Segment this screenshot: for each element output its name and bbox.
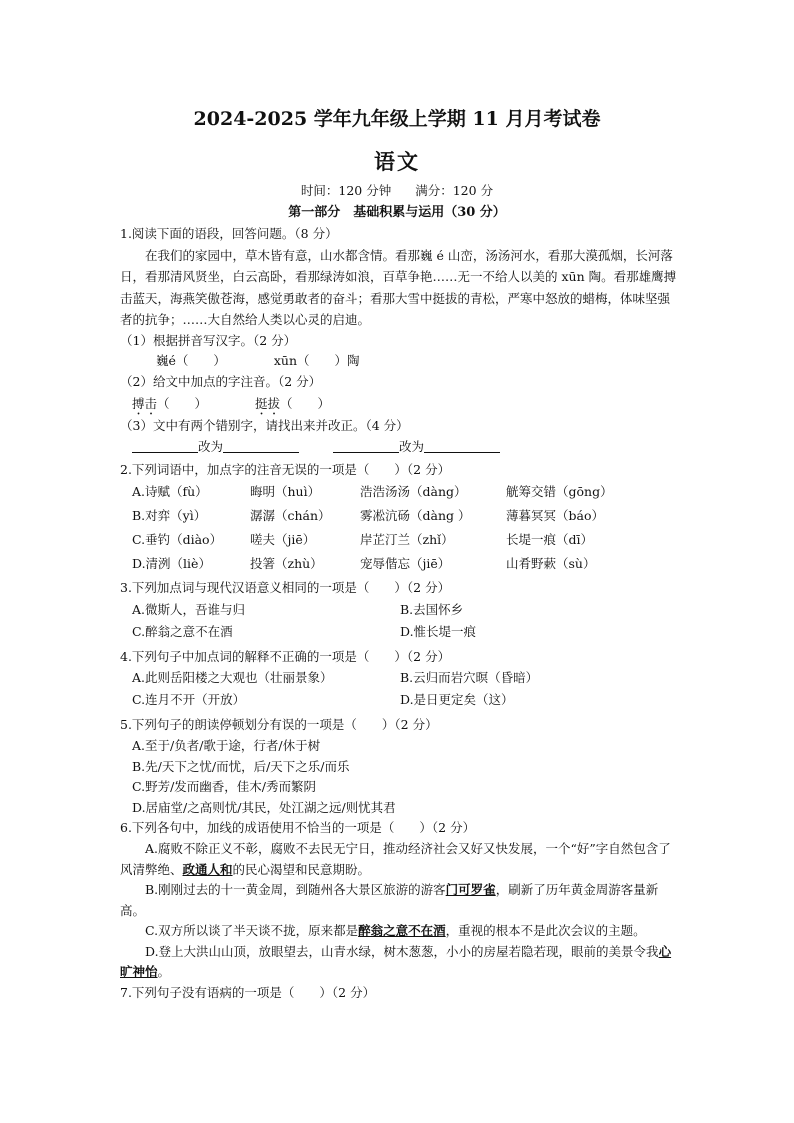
q5-option-c: C.野芳/发而幽香，佳木/秀而繁阴 [132, 779, 317, 795]
answer-blank[interactable] [132, 438, 198, 453]
q5-option-d: D.居庙堂/之高则忧/其民，处江湖之远/则忧其君 [132, 799, 396, 815]
question-content [120, 224, 680, 1004]
q1-sub2-blank1: （ ） [157, 396, 208, 412]
q6-b-text: B.刚刚过去的十一黄金周，到随州各大景区旅游的游客 [145, 882, 446, 898]
q6-option-d [120, 942, 680, 983]
q1-sub2-word2: 挺拔 [255, 396, 281, 412]
q3-stem: 3.下列加点词与现代汉语意义相同的一项是（ ）（2 分） [120, 580, 451, 596]
q2-cell: 薄暮冥冥（báo） [506, 508, 604, 524]
q2-cell: 浩浩汤汤（dàng） [360, 484, 467, 500]
q1-stem: 1.阅读下面的语段，回答问题。（8 分） [120, 226, 338, 241]
q3-options-row2 [120, 621, 680, 643]
q6-option-b [120, 880, 680, 921]
q3-option-b: B.去国怀乡 [400, 601, 464, 617]
answer-blank[interactable] [424, 438, 500, 453]
q5-stem: 5.下列句子的朗读停顿划分有误的一项是（ ）（2 分） [120, 717, 438, 733]
exam-meta [0, 181, 794, 199]
q6-c-text-end: ，重视的根本不是此次会议的主题。 [445, 923, 646, 939]
q6-b-text-end: ，刷新了历年黄金周游客量新高。 [120, 882, 659, 918]
q2-stem: 2.下列词语中，加点字的注音无误的一项是（ ）（2 分） [120, 461, 451, 477]
q1-sub3: （3）文中有两个错别字，请找出来并改正。（4 分） [120, 418, 409, 434]
q2-cell: B.对弈（yì） [132, 508, 207, 524]
q3-option-a: A.微斯人，吾谁与归 [132, 601, 246, 617]
q4-option-a: A.此则岳阳楼之大观也（壮丽景象） [132, 670, 333, 686]
q1-sub1-item2: xūn（ ）陶 [273, 353, 360, 369]
subject-title: 语文 [374, 149, 420, 174]
q1-sub2: （2）给文中加点的字注音。（2 分） [120, 373, 322, 389]
q6-option-a [120, 839, 680, 880]
q6-d-idiom: 心旷神怡 [120, 943, 672, 980]
q3-option-d: D.惟长堤一痕 [400, 623, 477, 639]
q4-option-c: C.连月不开（开放） [132, 692, 246, 708]
q3-options-row1 [120, 599, 680, 621]
q1-sub2-blank2: （ ） [280, 396, 331, 412]
q2-cell: 晦明（huì） [250, 484, 321, 500]
q1-sub2-word1: 搏击 [132, 396, 158, 412]
exam-time: 时间：120 分钟 [300, 183, 392, 198]
q2-cell: 嗟夫（jiē） [250, 532, 316, 548]
q1-passage: 在我们的家园中，草木皆有意，山水都含情。看那巍 é 山峦，汤汤河水，看那大漠孤烟，长河落日，看那清风贤坐，白云高卧，看那绿涛如浪，百草争艳……无一不给人以美的 xūn 陶。看那雄鹰搏击蓝天，海燕笑傲苍海，感觉勇敢者的奋斗；看那大雪中挺拔的青松，严寒中怒放的蜡梅，体味坚强者的抗争；……大自然给人类以心灵的启迪。 [120, 247, 677, 328]
q6-d-text: D.登上大洪山山顶，放眼望去，山青水绿，树木葱葱，小小的房屋若隐若现，眼前的美景令我 [145, 943, 659, 959]
answer-blank[interactable] [223, 438, 299, 453]
q2-row-c [120, 528, 680, 552]
q4-option-b: B.云归而岩穴暝（昏暗） [400, 670, 539, 686]
q1-sub1-items [120, 351, 680, 372]
q2-cell: 觥筹交错（gōng） [506, 484, 613, 500]
q6-a-idiom: 政通人和 [182, 861, 233, 877]
q4-stem: 4.下列句子中加点词的解释不正确的一项是（ ）（2 分） [120, 648, 451, 664]
q4-options-row2 [120, 689, 680, 711]
q6-d-text-end: 。 [157, 964, 171, 980]
q4-option-d: D.是日更定矣（这） [400, 692, 514, 708]
q7-stem: 7.下列句子没有语病的一项是（ ）（2 分） [120, 985, 376, 1001]
q6-option-c [120, 921, 680, 942]
q2-cell: 宠辱偕忘（jiē） [360, 556, 451, 572]
q1-sub1: （1）根据拼音写汉字。（2 分） [120, 332, 297, 348]
q1-sub3-change1: 改为 [198, 438, 224, 454]
q5-option-b: B.先/天下之忧/而忧，后/天下之乐/而乐 [132, 758, 350, 774]
q1-sub1-item1: 巍é（ ） [156, 353, 226, 369]
q2-cell: 长堤一痕（dī） [506, 532, 593, 548]
q6-stem: 6.下列各句中，加线的成语使用不恰当的一项是（ ）（2 分） [120, 820, 476, 836]
q2-cell: 投箸（zhù） [250, 556, 323, 572]
answer-blank[interactable] [333, 438, 399, 453]
q1-sub3-answer-line [120, 437, 680, 458]
q2-row-b [120, 504, 680, 528]
q2-cell: A.诗赋（fù） [132, 484, 208, 500]
q2-cell: 潺潺（chán） [250, 508, 331, 524]
q6-a-text-end: 的民心渴望和民意期盼。 [232, 861, 371, 877]
q3-option-c: C.醉翁之意不在酒 [132, 623, 233, 639]
exam-score: 满分：120 分 [415, 183, 494, 198]
q5-option-a: A.至于/负者/歌于途，行者/休于树 [132, 737, 321, 753]
q2-row-a [120, 480, 680, 504]
exam-title: 2024-2025 学年九年级上学期 11 月月考试卷 [193, 108, 601, 130]
q4-options-row1 [120, 667, 680, 689]
q6-a-text: A.腐败不除正义不彰，腐败不去民无宁日，推动经济社会又好又快发展，一个“好”字自然包含了风清弊绝、 [120, 840, 671, 877]
q2-cell: 雾凇沆砀（dàng ） [360, 508, 471, 524]
q2-cell: D.清洌（liè） [132, 556, 211, 572]
q6-b-idiom: 门可罗雀 [445, 882, 496, 898]
q6-c-idiom: 醉翁之意不在酒 [358, 923, 446, 939]
q1-sub3-change2: 改为 [398, 438, 424, 454]
q2-cell: 山肴野蔌（sù） [506, 556, 596, 572]
q2-cell: C.垂钓（diào） [132, 532, 223, 548]
q2-row-d [120, 552, 680, 576]
q2-cell: 岸芷汀兰（zhǐ） [360, 532, 454, 548]
q1-sub2-items [120, 392, 680, 416]
section-heading: 第一部分 基础积累与运用（30 分） [288, 205, 506, 220]
q6-c-text: C.双方所以谈了半天谈不拢，原来都是 [145, 923, 359, 939]
